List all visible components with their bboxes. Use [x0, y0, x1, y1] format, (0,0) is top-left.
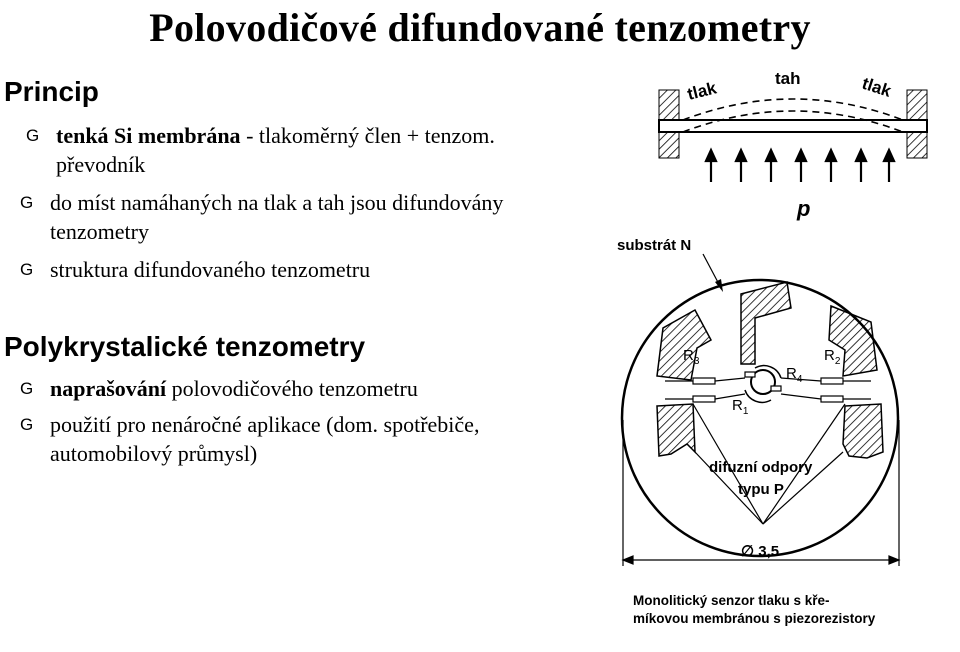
bold-term: tenká Si membrána	[56, 123, 241, 148]
bullet-icon: G	[20, 379, 34, 398]
list-item	[20, 255, 371, 284]
membrane-section	[659, 69, 927, 158]
sensor-diagram	[595, 60, 955, 590]
item-text: polovodičového tenzometru	[166, 376, 418, 401]
item-text: použití pro nenáročné aplikace (dom. spotřebiče,	[50, 412, 480, 437]
label-r3: $R_3$	[683, 347, 700, 367]
caption-line1: Monolitický senzor tlaku s kře-	[633, 593, 830, 608]
label-r2: $R_2$	[824, 347, 841, 367]
label-tlak-right: tlak	[859, 73, 894, 101]
item-text-continued: převodník	[56, 152, 146, 177]
figure-caption	[633, 592, 875, 628]
item-text-continued: tenzometry	[50, 219, 149, 244]
item-text: do míst namáhaných na tlak a tah jsou difundovány	[50, 190, 504, 215]
bullet-icon: G	[20, 415, 34, 434]
label-diffusion-line2: typu P	[738, 481, 784, 498]
bullet-icon: G	[20, 260, 34, 279]
section-heading-polykrystalicke: Polykrystalické tenzometry	[4, 331, 366, 362]
page-title: Polovodičové difundované tenzometry	[149, 5, 811, 50]
item-text: struktura difundovaného tenzometru	[50, 257, 371, 282]
list-item	[26, 121, 495, 179]
label-r4: $R_4$	[786, 365, 803, 385]
label-substrate: substrát N	[617, 237, 692, 254]
bullet-icon: G	[20, 193, 34, 212]
pressure-arrows	[706, 150, 894, 182]
list-item	[20, 410, 480, 468]
label-r1: $R_1$	[732, 397, 749, 417]
list-item	[20, 188, 504, 246]
section-heading-princip: Princip	[4, 76, 99, 107]
bold-term: naprašování	[50, 376, 167, 401]
bullet-icon: G	[26, 126, 40, 145]
resistor-regions	[657, 282, 883, 458]
label-tlak-left: tlak	[685, 78, 719, 104]
resistor-leads	[665, 378, 871, 402]
label-pressure-p: p	[797, 196, 811, 221]
list-item	[20, 374, 418, 403]
item-text-continued: automobilový průmysl)	[50, 441, 258, 466]
label-diameter: ∅ 3,5	[741, 543, 780, 560]
label-tah: tah	[775, 69, 801, 88]
item-text: - tlakoměrný člen + tenzom.	[240, 123, 495, 148]
central-hub	[745, 366, 781, 403]
label-diffusion-line1: difuzní odpory	[709, 459, 813, 476]
caption-line2: míkovou membránou s piezorezistory	[633, 611, 876, 626]
